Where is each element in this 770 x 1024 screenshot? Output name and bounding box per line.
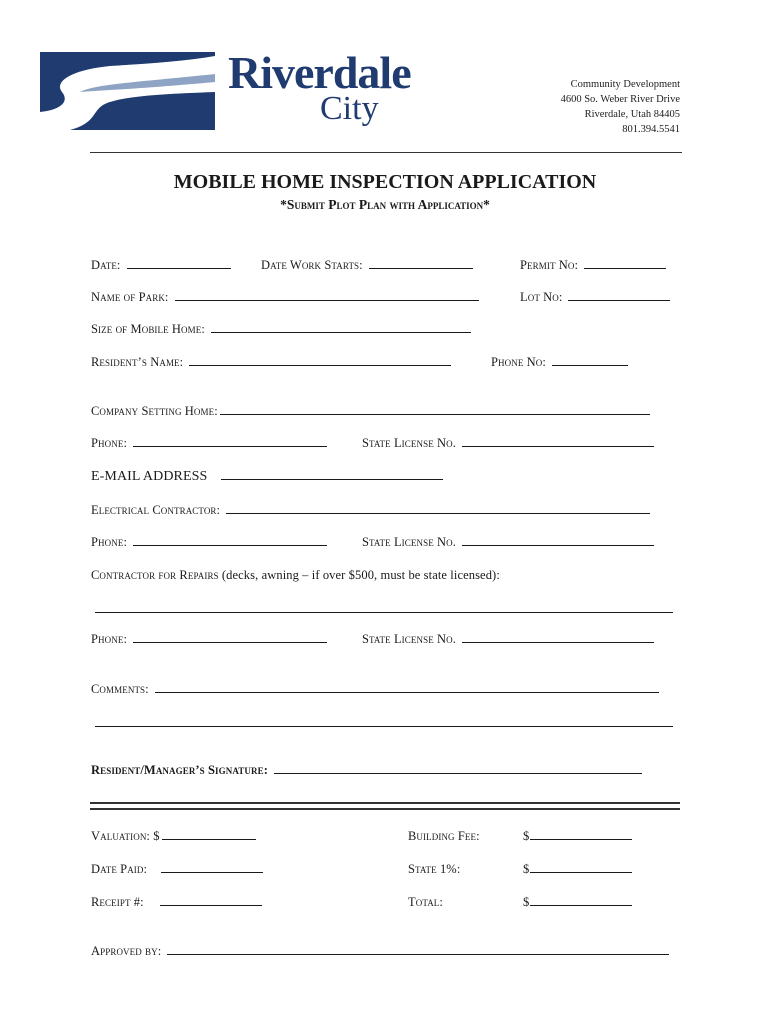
date-paid-line[interactable]: [161, 871, 263, 873]
phone-line-3[interactable]: [133, 641, 327, 643]
phone-label-2: Phone:: [91, 535, 128, 549]
state-1pct-dollar: $: [523, 862, 530, 876]
contractor-for-repairs-note: (decks, awning – if over $500, must be state licensed):: [221, 568, 500, 582]
state-license-label-2: State License No.: [362, 535, 456, 549]
address-line: 801.394.5541: [622, 124, 680, 135]
valuation-line[interactable]: [162, 838, 256, 840]
phone-field-1[interactable]: [91, 436, 327, 451]
office-use-divider-top: [90, 802, 680, 804]
phone-no-line[interactable]: [552, 364, 628, 366]
phone-line-2[interactable]: [133, 544, 327, 546]
building-fee-label: Building Fee:: [408, 829, 480, 843]
building-fee-field[interactable]: [523, 829, 632, 844]
phone-field-2[interactable]: [91, 535, 327, 550]
total-dollar: $: [523, 895, 530, 909]
state-license-label-3: State License No.: [362, 632, 456, 646]
email-address-label: E-MAIL ADDRESS: [91, 469, 208, 484]
valuation-label: Valuation: $: [91, 829, 160, 843]
form-subtitle: *Submit Plot Plan with Application*: [280, 197, 490, 212]
company-setting-home-label: Company Setting Home:: [91, 404, 218, 418]
permit-no-field[interactable]: [520, 258, 666, 273]
phone-no-field[interactable]: [491, 355, 628, 370]
approved-by-label: Approved by:: [91, 944, 162, 958]
building-fee-line[interactable]: [530, 838, 632, 840]
name-of-park-line[interactable]: [175, 299, 479, 301]
address-block: [561, 77, 680, 137]
name-of-park-field[interactable]: [91, 290, 479, 305]
receipt-line[interactable]: [160, 904, 262, 906]
header-divider: [90, 152, 682, 153]
address-line: 4600 So. Weber River Drive: [560, 94, 680, 105]
total-line[interactable]: [530, 904, 632, 906]
date-work-starts-field[interactable]: [261, 258, 473, 273]
state-1pct-field[interactable]: [523, 862, 632, 877]
state-license-field-2[interactable]: [362, 535, 654, 550]
date-work-starts-label: Date Work Starts:: [261, 258, 363, 272]
date-paid-label: Date Paid:: [91, 862, 148, 876]
lot-no-line[interactable]: [568, 299, 670, 301]
comments-line-1[interactable]: [155, 691, 659, 693]
phone-label-1: Phone:: [91, 436, 128, 450]
receipt-field[interactable]: [91, 895, 262, 910]
company-setting-home-line[interactable]: [220, 413, 650, 415]
date-label: Date:: [91, 258, 121, 272]
email-address-line[interactable]: [221, 478, 443, 480]
permit-no-line[interactable]: [584, 267, 666, 269]
riverdale-logo-wordmark: [228, 47, 411, 127]
receipt-label: Receipt #:: [91, 895, 144, 909]
comments-field[interactable]: [91, 682, 659, 697]
valuation-field[interactable]: [91, 829, 256, 844]
date-paid-field[interactable]: [91, 862, 263, 877]
electrical-contractor-label: Electrical Contractor:: [91, 503, 221, 517]
address-line: Community Development: [570, 79, 680, 90]
residents-name-field[interactable]: [91, 355, 451, 370]
size-of-mobile-home-field[interactable]: [91, 322, 471, 337]
approved-by-field[interactable]: [91, 944, 669, 959]
address-line: Riverdale, Utah 84405: [584, 109, 680, 120]
state-1pct-line[interactable]: [530, 871, 632, 873]
email-address-field[interactable]: [91, 469, 443, 485]
lot-no-label: Lot No:: [520, 290, 563, 304]
phone-line-1[interactable]: [133, 445, 327, 447]
office-use-divider-bottom: [90, 808, 680, 810]
building-fee-dollar: $: [523, 829, 530, 843]
total-field[interactable]: [523, 895, 632, 910]
state-license-line-3[interactable]: [462, 641, 654, 643]
residents-name-line[interactable]: [189, 364, 451, 366]
form-title: MOBILE HOME INSPECTION APPLICATION: [173, 171, 597, 193]
phone-label-3: Phone:: [91, 632, 128, 646]
comments-line-2[interactable]: [95, 726, 673, 727]
date-work-starts-line[interactable]: [369, 267, 473, 269]
state-license-field-3[interactable]: [362, 632, 654, 647]
size-of-mobile-home-line[interactable]: [211, 331, 471, 333]
lot-no-field[interactable]: [520, 290, 670, 305]
permit-no-label: Permit No:: [520, 258, 579, 272]
state-1pct-label: State 1%:: [408, 862, 461, 876]
state-license-line-1[interactable]: [462, 445, 654, 447]
contractor-for-repairs-heading: [91, 568, 500, 583]
size-of-mobile-home-label: Size of Mobile Home:: [91, 322, 205, 336]
riverdale-logo-swoosh: [40, 52, 215, 130]
comments-label: Comments:: [91, 682, 149, 696]
date-field[interactable]: [91, 258, 231, 273]
total-label: Total:: [408, 895, 443, 909]
signature-label: Resident/Manager’s Signature:: [91, 763, 268, 777]
date-line[interactable]: [127, 267, 231, 269]
approved-by-line[interactable]: [167, 953, 669, 955]
contractor-for-repairs-label: Contractor for Repairs: [91, 568, 219, 582]
signature-line[interactable]: [274, 772, 642, 774]
signature-field[interactable]: [91, 763, 642, 778]
electrical-contractor-line[interactable]: [226, 512, 650, 514]
logo-word-riverdale: Riverdale: [228, 47, 411, 98]
phone-field-3[interactable]: [91, 632, 327, 647]
contractor-for-repairs-line[interactable]: [95, 612, 673, 613]
state-license-field-1[interactable]: [362, 436, 654, 451]
electrical-contractor-field[interactable]: [91, 503, 650, 518]
state-license-label-1: State License No.: [362, 436, 456, 450]
state-license-line-2[interactable]: [462, 544, 654, 546]
name-of-park-label: Name of Park:: [91, 290, 169, 304]
phone-no-label: Phone No:: [491, 355, 546, 369]
company-setting-home-field[interactable]: [91, 404, 650, 419]
residents-name-label: Resident’s Name:: [91, 355, 184, 369]
logo-word-city: City: [320, 90, 379, 127]
